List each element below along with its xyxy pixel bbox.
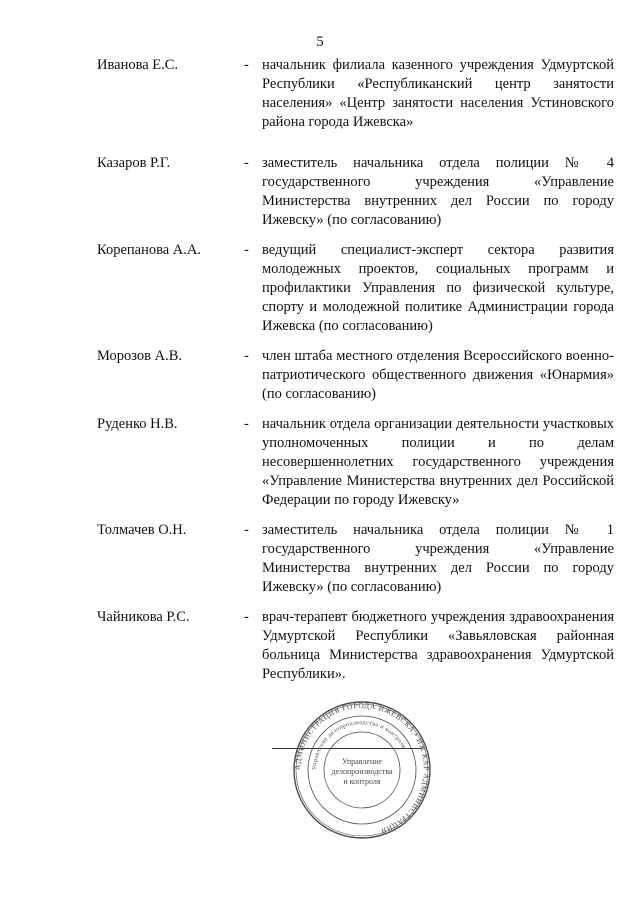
member-description: начальник филиала казенного учреждения Удмуртской Республики «Республиканский центр занятости населения» «Центр занятости населения Устиновского района города Ижевска»	[262, 57, 614, 130]
list-item	[0, 415, 640, 521]
member-name: Корепанова А.А.	[97, 242, 201, 258]
seal-outer-text: АДМИНИСТРАЦИЯ ГОРОДА ИЖЕВСКА • ИЖ КАР АДМИНИСТРАЦИЯ	[292, 700, 432, 836]
member-description: ведущий специалист-эксперт сектора развития молодежных проектов, социальных программ и профилактики Управления по физической культуре, спорту и молодежной политике Администрации города Ижевска (по согласованию)	[262, 242, 614, 334]
member-name: Иванова Е.С.	[97, 57, 179, 73]
page-number: 5	[316, 34, 324, 50]
seal-center-line: и контроля	[343, 777, 381, 786]
separator-dash: -	[244, 57, 249, 73]
separator-dash: -	[244, 416, 249, 432]
member-description: заместитель начальника отдела полиции № 4 государственного учреждения «Управление Министерства внутренних дел России по городу Ижевску» (по согласованию)	[262, 155, 614, 228]
member-name: Казаров Р.Г.	[97, 155, 171, 171]
list-item	[0, 347, 640, 415]
member-name: Толмачев О.Н.	[97, 522, 187, 538]
separator-dash: -	[244, 348, 249, 364]
separator-dash: -	[244, 609, 249, 625]
list-item	[0, 154, 640, 241]
member-list	[0, 56, 640, 688]
seal-center-line: делопроизводства	[331, 767, 393, 776]
member-description: заместитель начальника отдела полиции № 1 государственного учреждения «Управление Министерства внутренних дел России по городу Ижевску» (по согласованию)	[262, 522, 614, 595]
list-item	[0, 521, 640, 608]
official-seal	[272, 700, 452, 840]
list-item	[0, 56, 640, 154]
separator-dash: -	[244, 242, 249, 258]
member-description: врач-терапевт бюджетного учреждения здравоохранения Удмуртской Республики «Завьяловская районная больница Министерства здравоохранения Удмуртской Республики».	[262, 609, 614, 682]
seal-stamp-icon	[272, 700, 452, 840]
list-item	[0, 608, 640, 688]
member-name: Чайникова Р.С.	[97, 609, 190, 625]
seal-center-line: Управление	[341, 757, 383, 766]
member-name: Морозов А.В.	[97, 348, 183, 364]
seal-inner-text: Управление делопроизводства и контроля	[311, 719, 407, 771]
separator-dash: -	[244, 522, 249, 538]
member-description: член штаба местного отделения Всероссийского военно-патриотического общественного движения «Юнармия» (по согласованию)	[262, 348, 614, 402]
separator-dash: -	[244, 155, 249, 171]
list-item	[0, 241, 640, 347]
member-name: Руденко Н.В.	[97, 416, 178, 432]
member-description: начальник отдела организации деятельности участковых уполномоченных полиции и по делам несовершеннолетних государственного учреждения «Управление Министерства внутренних дел Российской Федерации по городу Ижевску»	[262, 416, 614, 508]
